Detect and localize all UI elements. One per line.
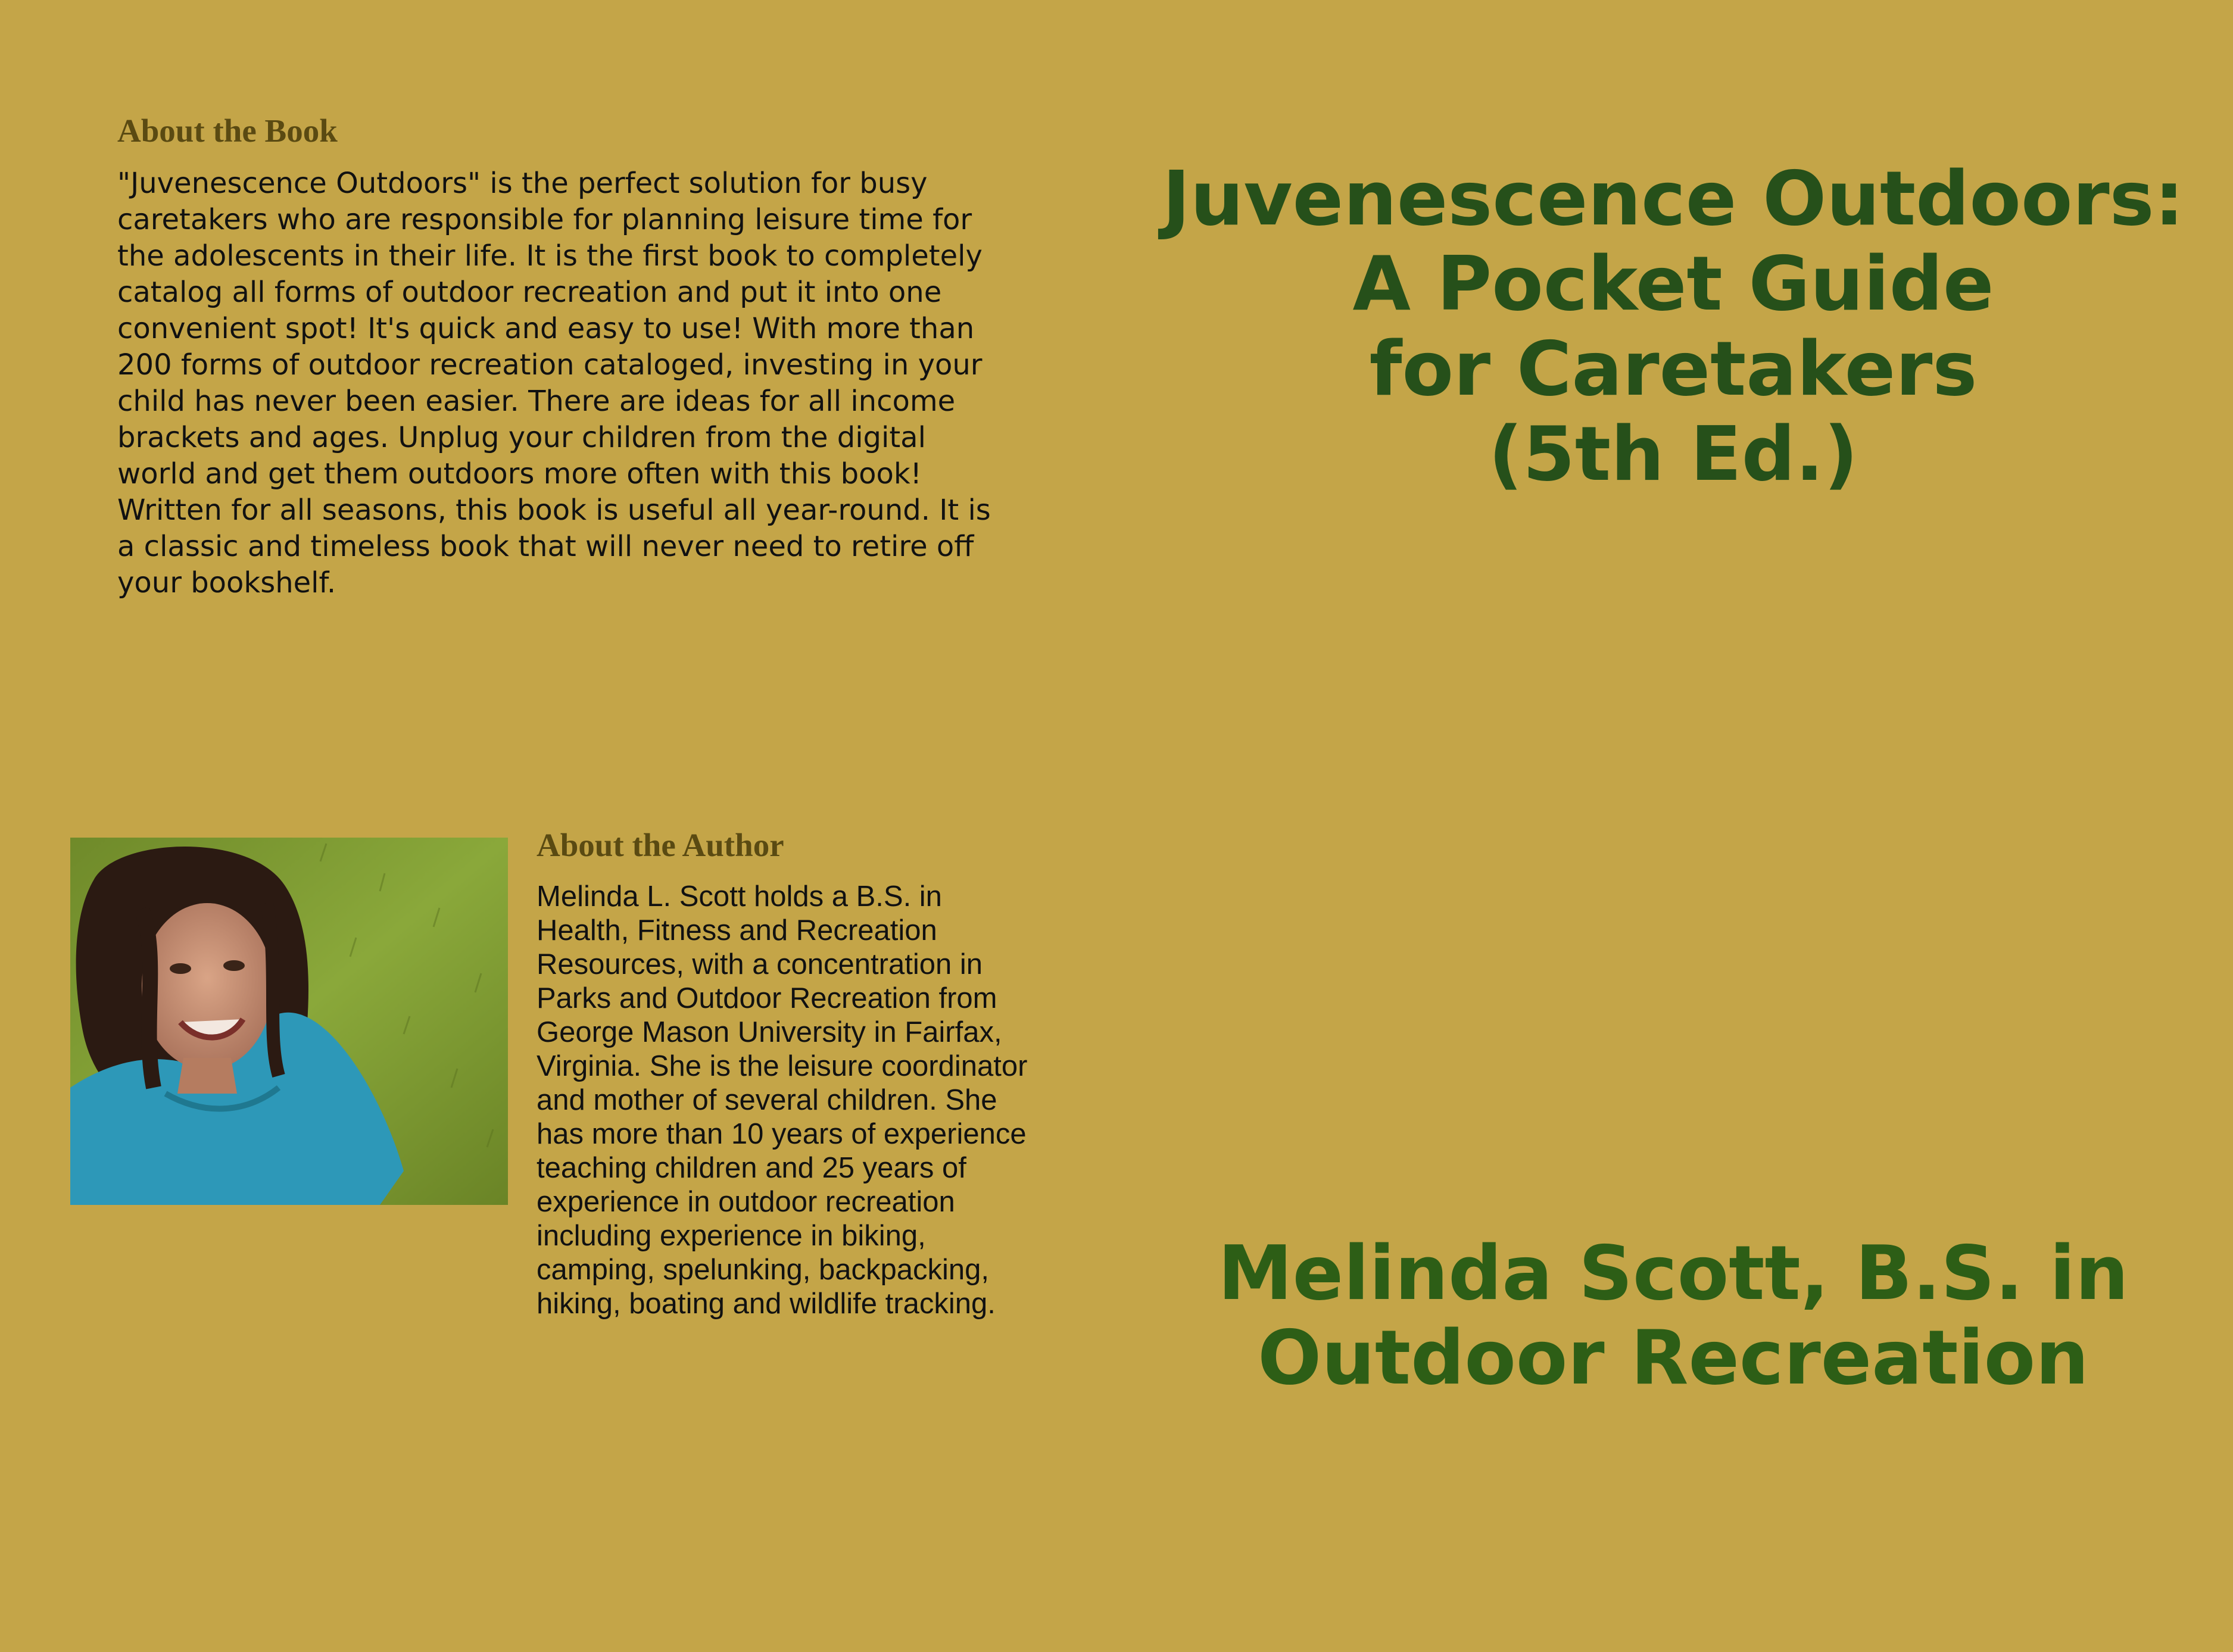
book-title-line: A Pocket Guide (1352, 240, 1994, 327)
book-author-line: Outdoor Recreation (1258, 1314, 2089, 1401)
book-author-line: Melinda Scott, B.S. in (1218, 1229, 2129, 1317)
book-title-line: Juvenescence Outdoors: (1162, 155, 2185, 242)
about-book-heading: About the Book (117, 113, 338, 149)
about-author-heading: About the Author (537, 827, 784, 863)
about-book-text: "Juvenescence Outdoors" is the perfect solution for busy caretakers who are responsible for planning leisure time for the adolescents in their life. It is the first book to completely catalog all forms of outdoor recreation and put it into one convenient spot! It's quick and easy to use! With more than 200 forms of outdoor recreation cataloged, investing in your child has never been easier. There are ideas for all income brackets and ages. Unplug your children from the digital world and get them outdoors more often with this book! Written for all seasons, this book is useful all year-round. It is a classic and timeless book that will never need to retire off your bookshelf. (117, 167, 991, 599)
author-photo (70, 838, 508, 1205)
about-author-text: Melinda L. Scott holds a B.S. in Health, Fitness and Recreation Resources, with a concentration in Parks and Outdoor Recreation from George Mason University in Fairfax, Virginia. She is the leisure coordinator and mother of several children. She has more than 10 years of experience teaching children and 25 years of experience in outdoor recreation including experience in biking, camping, spelunking, backpacking, hiking, boating and wildlife tracking. (537, 880, 1028, 1320)
book-title-line: for Caretakers (1369, 325, 1978, 413)
book-author (1161, 1231, 2185, 1400)
book-title (1161, 156, 2185, 496)
book-title-line: (5th Ed.) (1488, 410, 1858, 498)
